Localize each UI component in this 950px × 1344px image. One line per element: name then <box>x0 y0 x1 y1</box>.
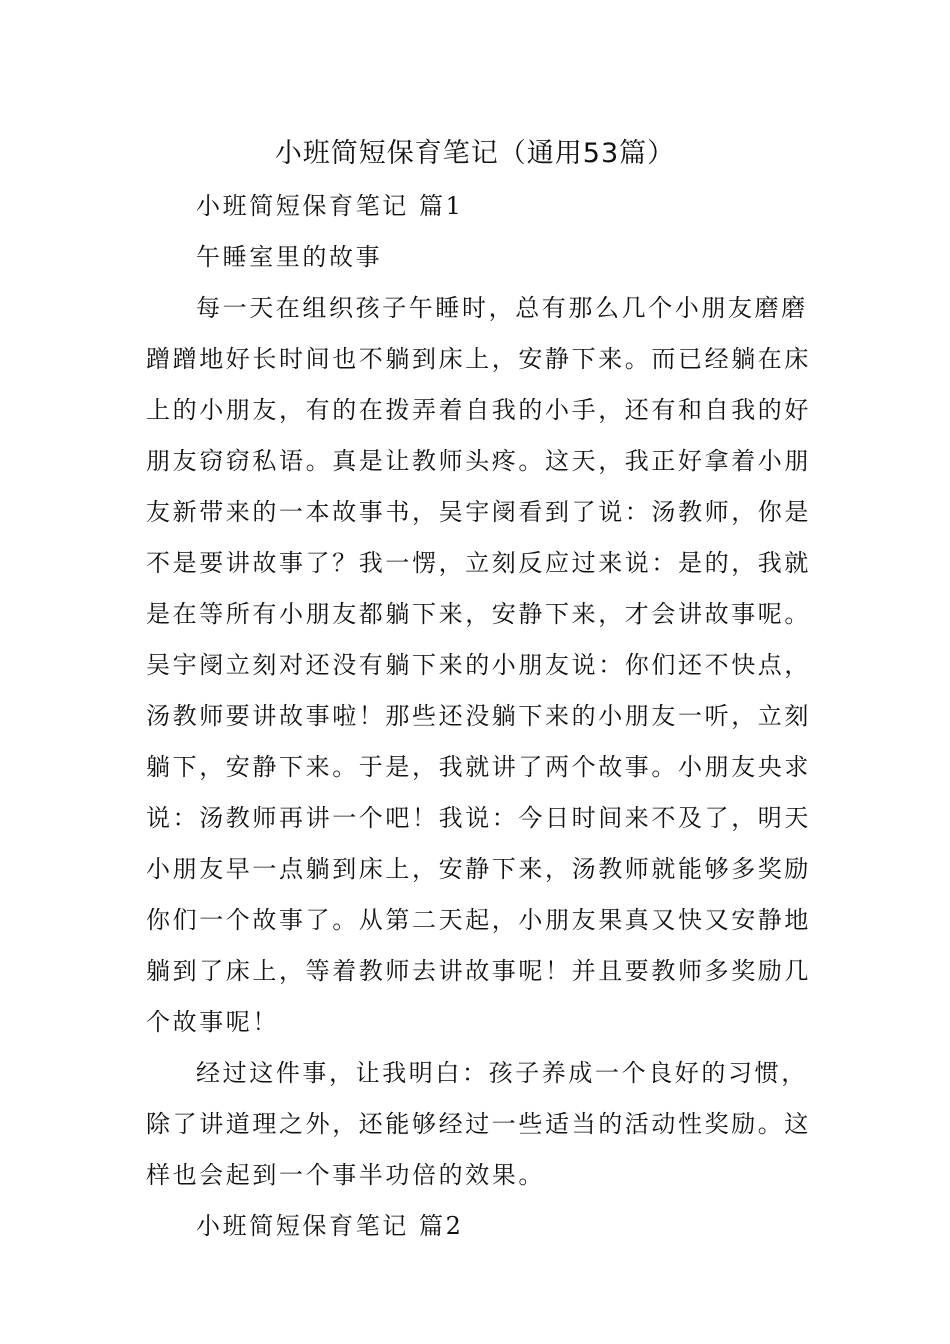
paragraph-line: 经过这件事，让我明白：孩子养成一个良好的习惯， <box>196 1059 808 1087</box>
paragraph-line: 吴宇阌立刻对还没有躺下来的小朋友说：你们还不快点， <box>146 651 811 679</box>
document-title: 小班简短保育笔记（通用53篇） <box>274 138 676 169</box>
paragraph-line: 不是要讲故事了？我一愣，立刻反应过来说：是的，我就 <box>146 549 811 577</box>
section-heading-1: 小班简短保育笔记 篇1 <box>196 192 464 220</box>
paragraph-line: 你们一个故事了。从第二天起，小朋友果真又快又安静地 <box>146 906 811 934</box>
paragraph-line: 朋友窃窃私语。真是让教师头疼。这天，我正好拿着小朋 <box>146 447 811 475</box>
paragraph-line: 上的小朋友，有的在拨弄着自我的小手，还有和自我的好 <box>146 396 811 424</box>
section-heading-2: 小班简短保育笔记 篇2 <box>196 1212 464 1240</box>
paragraph-line: 说：汤教师再讲一个吧！我说：今日时间来不及了，明天 <box>146 804 811 832</box>
paragraph-line: 小朋友早一点躺到床上，安静下来，汤教师就能够多奖励 <box>146 855 811 883</box>
paragraph-line: 每一天在组织孩子午睡时，总有那么几个小朋友磨磨 <box>196 294 808 322</box>
paragraph-line: 汤教师要讲故事啦！那些还没躺下来的小朋友一听，立刻 <box>146 702 811 730</box>
paragraph-line: 个故事呢！ <box>146 1008 279 1036</box>
paragraph-line: 躺到了床上，等着教师去讲故事呢！并且要教师多奖励几 <box>146 957 811 985</box>
paragraph-line: 样也会起到一个事半功倍的效果。 <box>146 1161 545 1189</box>
paragraph-line: 躺下，安静下来。于是，我就讲了两个故事。小朋友央求 <box>146 753 811 781</box>
paragraph-line: 是在等所有小朋友都躺下来，安静下来，才会讲故事呢。 <box>146 600 811 628</box>
paragraph-line: 友新带来的一本故事书，吴宇阌看到了说：汤教师，你是 <box>146 498 811 526</box>
paragraph-line: 蹭蹭地好长时间也不躺到床上，安静下来。而已经躺在床 <box>146 345 811 373</box>
story-title: 午睡室里的故事 <box>196 243 383 271</box>
paragraph-line: 除了讲道理之外，还能够经过一些适当的活动性奖励。这 <box>146 1110 811 1138</box>
